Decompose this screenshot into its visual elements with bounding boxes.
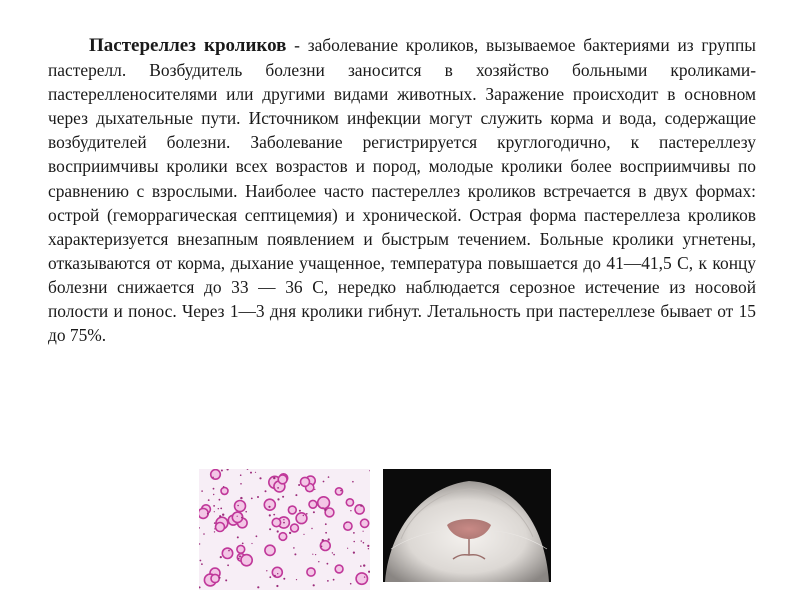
bacterium-dot — [208, 499, 210, 501]
stained-cell — [216, 523, 225, 532]
bacterium-dot — [240, 483, 242, 485]
stained-cell — [272, 567, 282, 577]
bacterium-dot — [227, 469, 229, 471]
bacterium-dot — [315, 554, 316, 555]
bacterium-dot — [294, 553, 296, 555]
bacterium-dot — [214, 522, 216, 524]
stained-cell — [301, 477, 310, 486]
bacterium-dot — [214, 511, 215, 512]
stained-cell — [272, 518, 280, 526]
bacterium-dot — [269, 576, 271, 578]
bacterium-dot — [325, 523, 327, 525]
rabbit-nose-photo — [383, 469, 551, 582]
stained-cell — [335, 565, 343, 573]
bacterium-dot — [199, 586, 201, 588]
bacterium-dot — [353, 552, 355, 554]
bacterium-dot — [296, 579, 297, 580]
stained-cell — [211, 470, 221, 480]
stained-cell — [344, 522, 352, 530]
bacterium-dot — [328, 538, 330, 540]
term-description: - заболевание кроликов, вызываемое бактериями из группы пастерелл. Возбудитель болезни заносится в хозяйство больными кроликами-пастерелленосителями или другими видами животных. Заражение происходит в основном через дыхательные пути. Источником инфекции могут служить корма и вода, содержащие возбудителей болезни. Заболевание регистрируется круглогодично, к пастереллезу восприимчивы кролики всех возрастов и пород, молодые кролики более восприимчивы по сравнению с взрослыми. Наиболее часто пастереллез кроликов встречается в двух формах: острой (геморрагическая септицемия) и хронической. Острая форма пастереллеза кроликов характеризуется внезапным появлением и быстрым течением. Больные кролики угнетены, отказываются от корма, дыхание учащенное, температура повышается до 41—41,5 С, к концу болезни снижается до 33 — 36 С, нередко наблюдается серозное истечение из носовой полости и понос. Через 1—3 дня кролики гибнут. Летальность при пастереллезе бывает от 15 до 75%. — [48, 35, 756, 346]
stained-cell — [211, 574, 219, 582]
bacterium-dot — [282, 496, 284, 498]
stained-cell — [237, 545, 245, 553]
stained-cell — [279, 533, 287, 541]
bacterium-dot — [219, 499, 221, 501]
bacterium-dot — [318, 561, 319, 562]
bacterium-dot — [322, 507, 323, 508]
bacterium-dot — [276, 585, 278, 587]
stained-cell — [241, 555, 252, 566]
bacterium-dot — [327, 580, 329, 582]
bacterium-dot — [214, 531, 215, 532]
bacterium-dot — [257, 586, 259, 588]
bacterium-dot — [360, 565, 362, 567]
bacterium-dot — [295, 494, 297, 496]
bacterium-dot — [273, 477, 275, 479]
bacterium-dot — [237, 505, 239, 507]
bacterium-dot — [238, 558, 240, 560]
bacterium-dot — [213, 505, 215, 507]
bacterium-dot — [368, 548, 369, 549]
bacterium-dot — [214, 528, 215, 529]
bacterium-dot — [311, 528, 312, 529]
bacterium-dot — [353, 541, 355, 543]
bacterium-dot — [274, 575, 276, 577]
stained-cell — [235, 501, 246, 512]
bacteria-micrograph — [199, 469, 370, 590]
bacterium-dot — [363, 542, 365, 544]
bacterium-dot — [283, 519, 284, 520]
bacterium-dot — [363, 564, 365, 566]
bacterium-dot — [200, 560, 202, 562]
bacterium-dot — [225, 579, 227, 581]
bacterium-dot — [213, 477, 214, 478]
bacterium-dot — [247, 469, 249, 470]
bacterium-dot — [306, 513, 308, 515]
stained-cell — [355, 505, 364, 514]
bacteria-micrograph-image — [199, 469, 370, 590]
bacterium-dot — [199, 543, 200, 544]
bacterium-dot — [242, 543, 244, 545]
bacterium-dot — [199, 527, 200, 529]
bacterium-dot — [269, 514, 271, 516]
bacterium-dot — [207, 513, 209, 515]
bacterium-dot — [277, 530, 279, 532]
stained-cell — [325, 508, 334, 517]
stained-cell — [346, 499, 353, 506]
stained-cell — [296, 513, 307, 524]
bacterium-dot — [256, 535, 258, 537]
stained-cell — [309, 500, 317, 508]
bacterium-dot — [221, 470, 223, 472]
bacterium-dot — [332, 552, 333, 553]
bacterium-dot — [350, 583, 352, 585]
bacterium-dot — [265, 490, 267, 492]
bacterium-dot — [277, 498, 279, 500]
bacterium-dot — [251, 543, 252, 544]
bacterium-dot — [312, 554, 313, 555]
bacterium-dot — [213, 494, 214, 495]
stained-cell — [335, 488, 342, 495]
bacterium-dot — [352, 481, 354, 483]
bacterium-dot — [324, 509, 326, 511]
stained-cell — [265, 545, 275, 555]
bacterium-dot — [268, 506, 270, 508]
bacterium-dot — [283, 578, 285, 580]
stained-cell — [222, 548, 232, 558]
stained-cell — [356, 573, 367, 584]
bacterium-dot — [368, 571, 370, 573]
bacterium-dot — [333, 579, 335, 581]
bacterium-dot — [257, 496, 259, 498]
bacterium-dot — [223, 486, 225, 488]
bacterium-dot — [266, 570, 267, 571]
stained-cell — [278, 475, 287, 484]
bacterium-dot — [364, 576, 365, 577]
bacterium-dot — [222, 514, 224, 516]
top-stripe — [0, 0, 800, 12]
bacterium-dot — [277, 573, 278, 574]
bacterium-dot — [289, 507, 290, 508]
bacterium-dot — [269, 528, 271, 530]
bacterium-dot — [219, 577, 221, 579]
bacterium-dot — [237, 516, 238, 517]
bacterium-dot — [360, 505, 362, 507]
bacterium-dot — [220, 556, 222, 558]
bacterium-dot — [277, 487, 279, 489]
bacterium-dot — [322, 539, 324, 541]
bacterium-dot — [298, 484, 300, 486]
bacterium-dot — [321, 546, 323, 548]
bacterium-dot — [313, 511, 315, 513]
bacterium-dot — [259, 477, 261, 479]
bacterium-dot — [218, 508, 219, 509]
bacterium-dot — [240, 497, 242, 499]
term-heading: Пастереллез кроликов — [89, 35, 287, 56]
paragraph — [48, 33, 756, 347]
bacterium-dot — [303, 515, 304, 516]
bacterium-dot — [255, 472, 256, 473]
bacterium-dot — [228, 550, 230, 552]
bacterium-dot — [239, 555, 241, 557]
bacterium-dot — [240, 474, 242, 476]
bacterium-dot — [213, 488, 215, 490]
bacterium-dot — [251, 498, 253, 500]
bacterium-dot — [201, 563, 203, 565]
bacterium-dot — [367, 545, 369, 547]
bacterium-dot — [314, 489, 315, 490]
bacterium-dot — [273, 514, 275, 516]
bacterium-dot — [333, 554, 335, 556]
stained-cell — [318, 497, 330, 509]
bacterium-dot — [313, 584, 315, 586]
bacterium-dot — [325, 532, 327, 534]
bacterium-dot — [350, 510, 351, 511]
bacterium-dot — [289, 532, 291, 534]
bacterium-dot — [227, 564, 229, 566]
bacterium-dot — [369, 470, 370, 471]
bacterium-dot — [203, 533, 205, 535]
bacterium-dot — [201, 490, 203, 492]
bacterium-dot — [250, 472, 252, 474]
stained-cell — [199, 508, 208, 518]
stained-cell — [361, 519, 369, 527]
bacterium-dot — [363, 531, 364, 532]
rabbit-nose-image — [383, 469, 551, 582]
stained-cell — [307, 568, 315, 576]
bacterium-dot — [237, 536, 239, 538]
bacterium-dot — [293, 547, 295, 549]
bacterium-dot — [219, 515, 221, 517]
bacterium-dot — [241, 517, 243, 519]
bacterium-dot — [323, 481, 325, 483]
bacterium-dot — [361, 540, 362, 541]
bacterium-dot — [328, 476, 330, 478]
bacterium-dot — [327, 563, 329, 565]
slide-text — [48, 33, 756, 347]
bacterium-dot — [347, 548, 348, 549]
bacterium-dot — [220, 508, 222, 510]
stained-cell — [264, 499, 275, 510]
bacterium-dot — [340, 490, 342, 492]
bacterium-dot — [245, 511, 247, 513]
bacterium-dot — [283, 522, 285, 524]
bacterium-dot — [346, 522, 347, 523]
bacterium-dot — [353, 532, 355, 534]
bacterium-dot — [303, 534, 304, 535]
bacterium-dot — [299, 510, 301, 512]
stained-cell — [221, 487, 228, 494]
stained-cell — [291, 524, 299, 532]
